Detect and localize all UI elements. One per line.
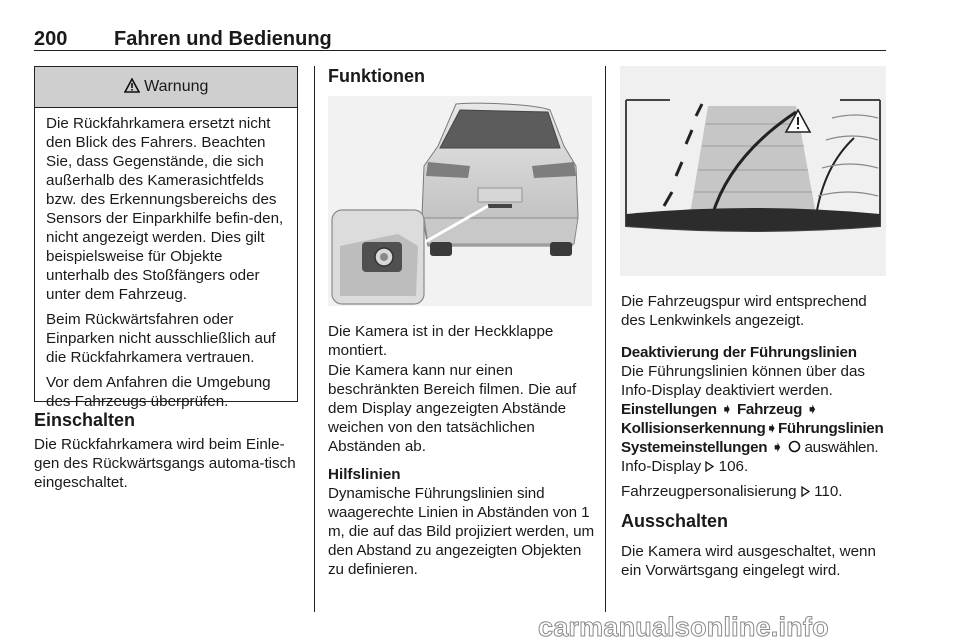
arrow-icon: ➧: [765, 420, 778, 437]
guidelines-display-image: [620, 66, 886, 276]
deaktivierung-text: Die Führungslinien können über das Info-Display deaktiviert werden.: [621, 363, 866, 399]
menu-item-einstellungen: Einstellungen: [621, 401, 717, 418]
arrow-icon: ➧: [771, 439, 784, 456]
personalisierung-page: 110.: [814, 483, 843, 500]
menu-item-kollisionserkennung: Kollisionserkennung: [621, 420, 766, 437]
warning-box: [34, 66, 298, 410]
warning-title: Warnung: [144, 78, 209, 95]
warning-paragraph-1: Die Rückfahrkamera ersetzt nicht den Blick des Fahrers. Beachten Sie, dass Gegenstände, die sich außerhalb des Kamerasichtfelds bzw. des Erkennungsbereichs des Sensors der Einparkhilfe befin-den, nicht angezeigt werden. Dies gilt beispielsweise für Objekte unterhalb des Stoßfängers oder unter dem Fahrzeug.: [46, 115, 284, 303]
reference-arrow-icon: [801, 483, 810, 500]
fahrzeugspur-text: Die Fahrzeugspur wird entsprechend des Lenkwinkels angezeigt.: [621, 293, 867, 329]
funktionen-text-1: Die Kamera ist in der Heckklappe montiert.: [328, 323, 554, 359]
funktionen-text-2: Die Kamera kann nur einen beschränkten Bereich filmen. Die auf dem Display angezeigten Abstände weichen von den tatsächlichen Abständen ab.: [328, 362, 577, 455]
arrow-icon: ➧: [805, 401, 819, 418]
deaktivierung-heading: Deaktivierung der Führungslinien: [621, 344, 857, 361]
hilfslinien-heading: Hilfslinien: [328, 466, 401, 483]
menu-item-fahrzeug: Fahrzeug: [736, 401, 803, 418]
column-divider-2: [605, 66, 606, 612]
reference-arrow-icon: [705, 458, 714, 475]
warning-paragraph-2: Beim Rückwärtsfahren oder Einparken nicht ausschließlich auf die Rückfahrkamera vertrauen.: [46, 311, 276, 366]
watermark: carmanualsonline.info: [538, 612, 829, 642]
ausschalten-text: Die Kamera wird ausgeschaltet, wenn ein Vorwärtsgang eingelegt wird.: [621, 543, 876, 579]
warning-icon: [124, 78, 144, 95]
info-display-ref: [621, 457, 748, 476]
menu-suffix: auswählen.: [804, 439, 879, 456]
car-rear-image: [328, 96, 592, 306]
toggle-icon: [788, 439, 801, 456]
info-display-label: Info-Display: [621, 458, 702, 475]
menu-path: [621, 400, 893, 457]
menu-item-systemeinstellungen: Systemeinstellungen: [621, 439, 768, 456]
warning-header: [35, 67, 297, 108]
chapter-title: Fahren und Bedienung: [114, 28, 332, 50]
personalisierung-ref: [621, 482, 843, 501]
page-number: 200: [34, 28, 68, 50]
rear-camera-car-illustration: [328, 96, 592, 306]
warning-body: [35, 108, 297, 411]
warning-paragraph-3: Vor dem Anfahren die Umgebung des Fahrzeugs überprüfen.: [46, 374, 271, 410]
arrow-icon: ➧: [720, 401, 734, 418]
einschalten-text: Die Rückfahrkamera wird beim Einle-gen des Rückwärtsgangs automa-tisch eingeschaltet.: [34, 436, 296, 491]
ausschalten-heading: Ausschalten: [621, 511, 729, 531]
info-display-page: 106.: [718, 458, 749, 475]
hilfslinien-text: Dynamische Führungslinien sind waagerechte Linien in Abständen von 1 m, die auf das Bild projiziert werden, um den Abstand zu angezeigten Objekten zu definieren.: [328, 485, 595, 578]
menu-item-fuehrungslinien: Führungslinien: [777, 420, 884, 437]
page-header: [34, 24, 886, 51]
einschalten-heading: Einschalten: [34, 410, 136, 430]
column-divider-1: [314, 66, 315, 612]
funktionen-heading: Funktionen: [328, 66, 425, 86]
personalisierung-label: Fahrzeugpersonalisierung: [621, 483, 797, 500]
camera-display-illustration: [620, 66, 886, 276]
